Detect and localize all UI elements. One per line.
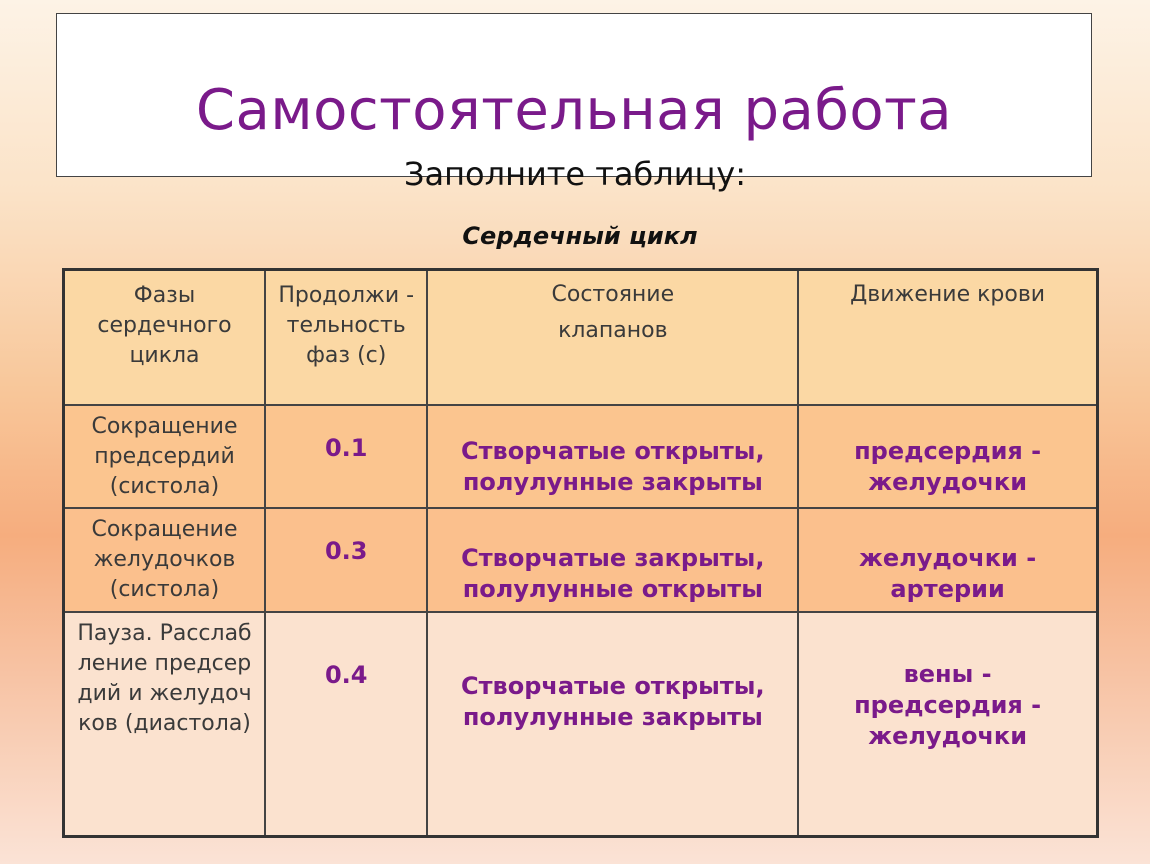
- slide-subtitle: Заполните таблицу:: [403, 155, 747, 193]
- duration-cell: 0.3: [265, 508, 427, 612]
- duration-cell: 0.1: [265, 405, 427, 508]
- phase-text: Сокращение предсердий (систола): [91, 413, 238, 499]
- phase-text: Пауза. Расслабление предсердий и желудочков (диастола): [77, 620, 252, 736]
- slide-title: Самостоятельная работа: [195, 78, 953, 143]
- header-valves-text: Состояние клапанов: [551, 282, 675, 343]
- valves-text: Створчатые открыты, полулунные закрыты: [461, 671, 765, 731]
- table-row: [64, 405, 1098, 508]
- phase-cell: [64, 612, 266, 837]
- table-header-row: [64, 270, 1098, 405]
- valves-text: Створчатые закрыты, полулунные открыты: [461, 543, 765, 603]
- table-caption: Сердечный цикл: [462, 222, 698, 250]
- valves-cell: [427, 405, 798, 508]
- valves-cell: [427, 612, 798, 837]
- header-phase-text: Фазы сердечного цикла: [97, 283, 232, 368]
- phase-cell: [64, 508, 266, 612]
- phase-text: Сокращение желудочков (систола): [91, 516, 238, 602]
- blood-cell: [798, 508, 1097, 612]
- title-box: [56, 13, 1092, 177]
- header-phase: [64, 270, 266, 405]
- blood-text: желудочки - артерии: [859, 543, 1037, 603]
- header-valves: [427, 270, 798, 405]
- duration-cell: 0.4: [265, 612, 427, 837]
- blood-cell: [798, 612, 1097, 837]
- blood-cell: [798, 405, 1097, 508]
- header-blood: [798, 270, 1097, 405]
- header-duration-text: Продолжи - тельность фаз (с): [278, 283, 415, 368]
- valves-cell: [427, 508, 798, 612]
- table-row: [64, 612, 1098, 837]
- blood-text: вены - предсердия - желудочки: [854, 659, 1042, 750]
- valves-text: Створчатые открыты, полулунные закрыты: [461, 436, 765, 496]
- phase-cell: [64, 405, 266, 508]
- header-duration: [265, 270, 427, 405]
- blood-text: предсердия - желудочки: [854, 436, 1042, 496]
- header-blood-text: Движение крови: [850, 282, 1046, 307]
- cardiac-cycle-table: [62, 268, 1099, 838]
- table-row: [64, 508, 1098, 612]
